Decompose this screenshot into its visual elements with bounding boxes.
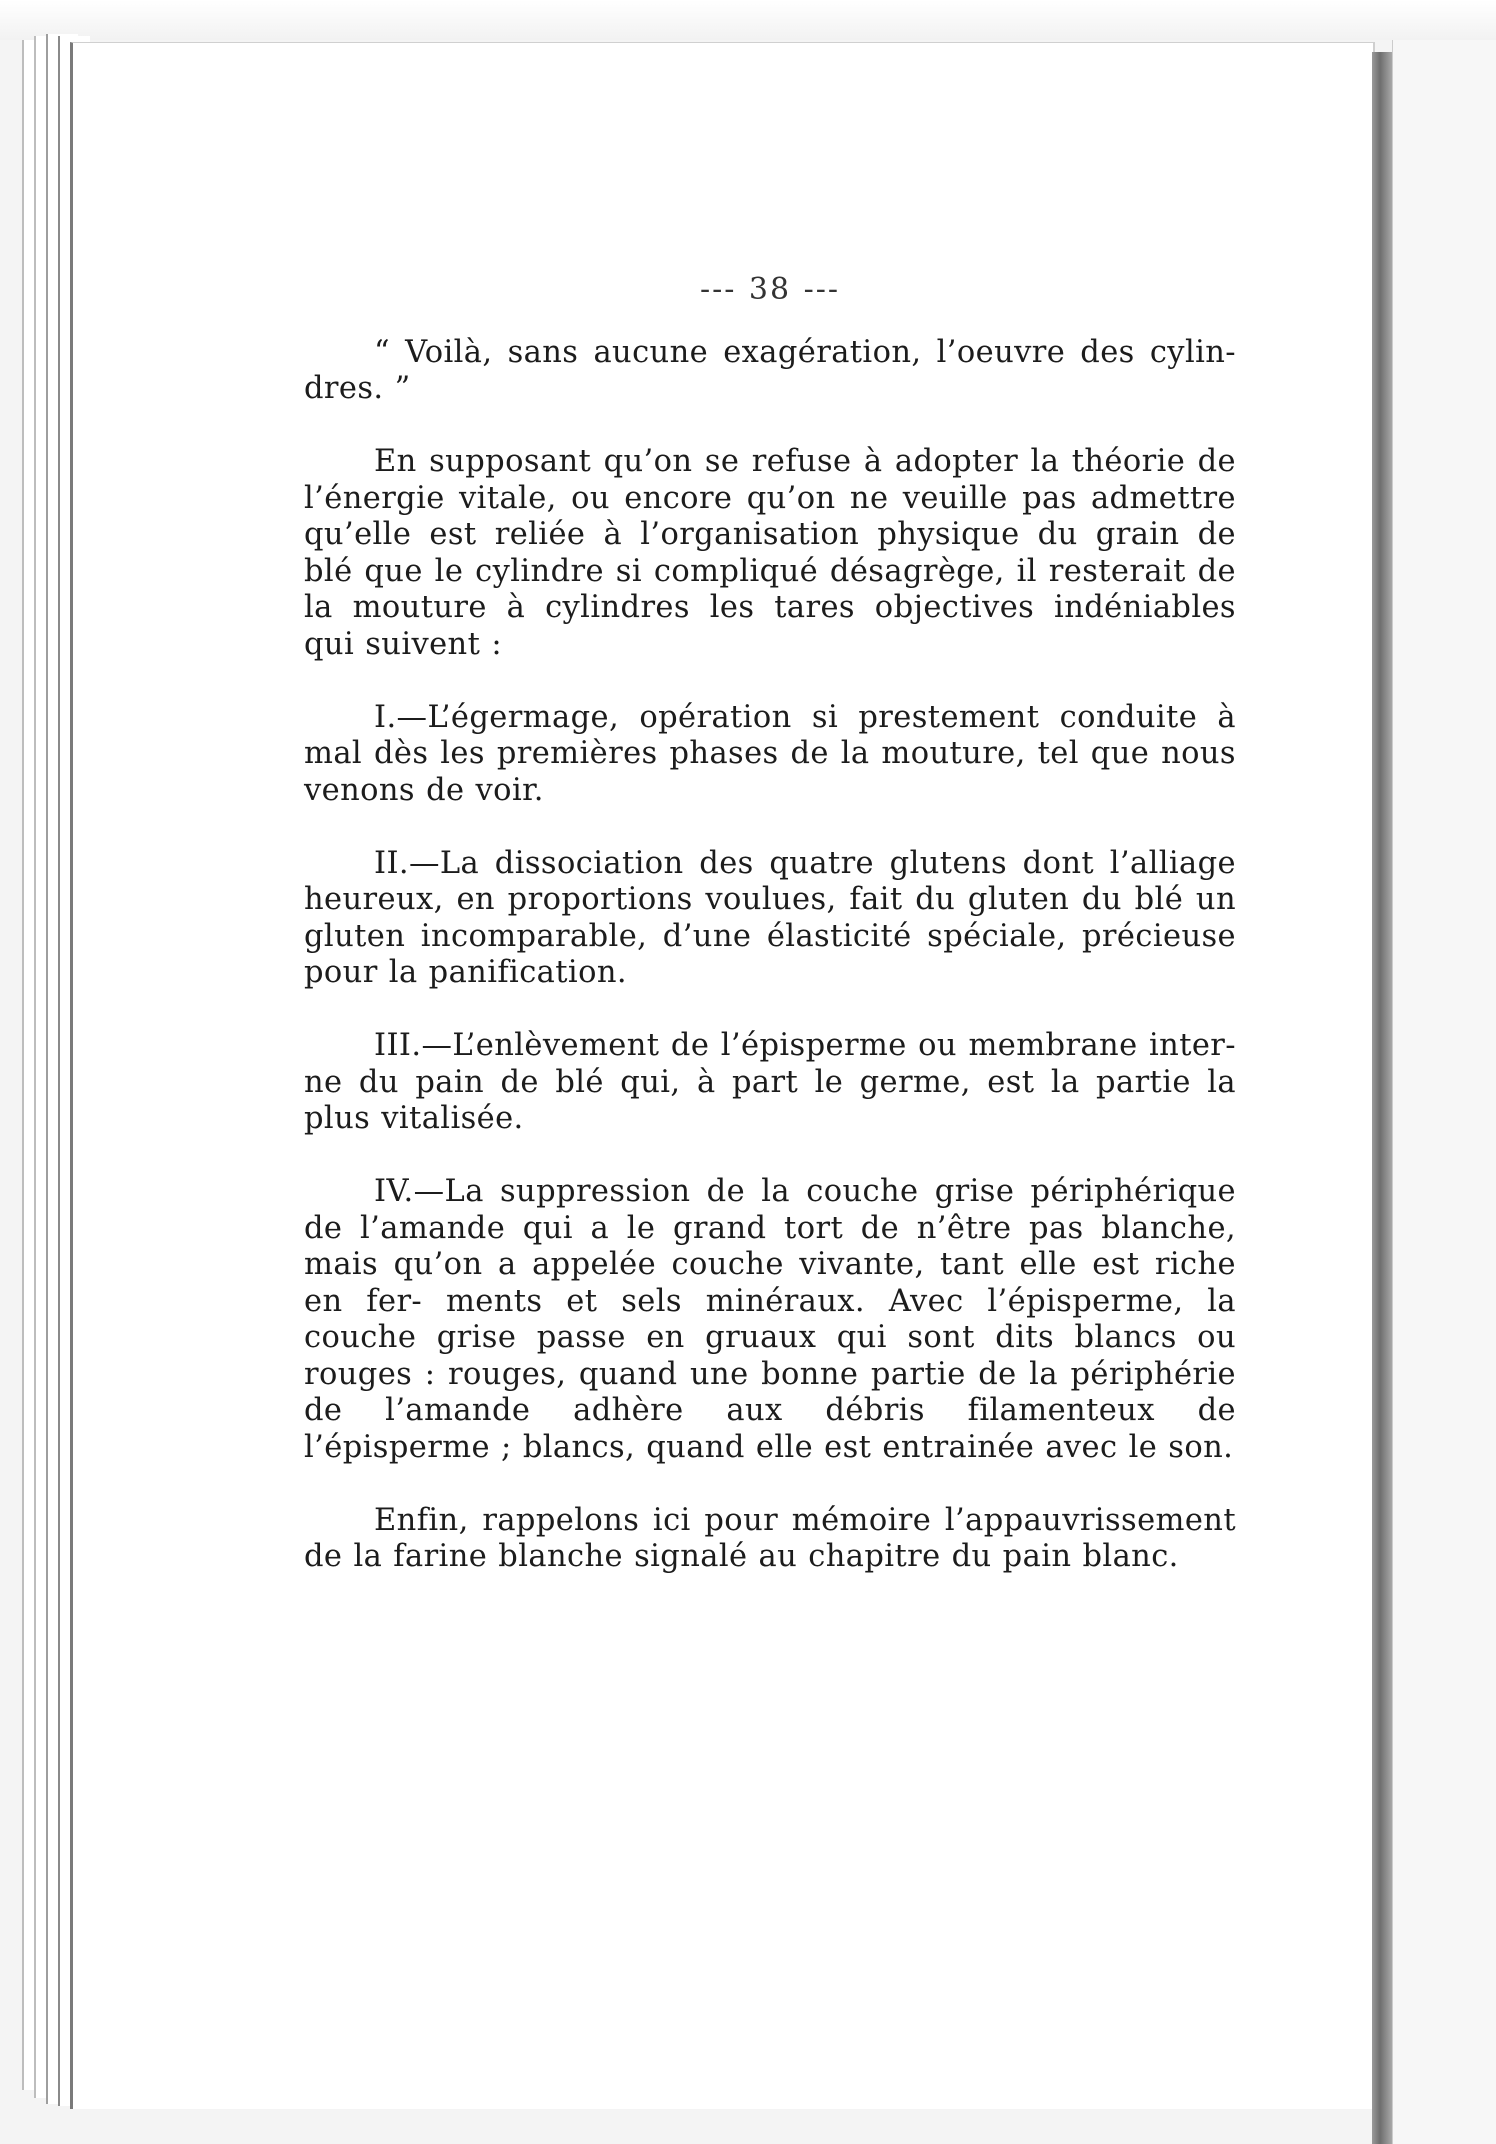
paragraph-intro: En supposant qu’on se refuse à adopter la théorie de l’énergie vitale, ou encore qu’on ne veuille pas admettre qu’elle est reliée à l’organisation physique du grain de blé que le cylindre si compliqué désagrège, il resterait de la mouture à cylindres les tares objectives indéniables qui suivent :	[304, 444, 1236, 662]
scan-top-margin	[0, 0, 1496, 40]
paragraph-item-1: I.—L’égermage, opération si prestement conduite à mal dès les premières phases de la mouture, tel que nous venons de voir.	[304, 699, 1236, 808]
paragraph-item-4: IV.—La suppression de la couche grise périphérique de l’amande qui a le grand tort de n’être pas blanche, mais qu’on a appelée couche vivante, tant elle est riche en fer- ments et sels minéraux. Avec l’épisperme, la couche grise passe en gruaux qui sont dits blancs ou rouges : rouges, quand une bonne partie de la périphérie de l’amande adhère aux débris filamenteux de l’épisperme ; blancs, quand elle est entrainée avec le son.	[304, 1174, 1236, 1465]
facing-page-edge	[1392, 40, 1496, 2144]
paragraph-quote: “ Voilà, sans aucune exagération, l’oeuvre des cylin- dres. ”	[304, 334, 1236, 406]
page-text-block	[304, 272, 1236, 1576]
paragraph-item-3: III.—L’enlèvement de l’épisperme ou membrane inter- ne du pain de blé qui, à part le germe, est la partie la plus vitalisée.	[304, 1028, 1236, 1136]
paragraph-conclusion: Enfin, rappelons ici pour mémoire l’appauvrissement de la farine blanche signalé au chapitre du pain blanc.	[304, 1502, 1236, 1574]
page-number: --- 38 ---	[699, 272, 841, 307]
book-gutter	[1372, 52, 1392, 2144]
paragraph-item-2: II.—La dissociation des quatre glutens dont l’alliage heureux, en proportions voulues, fait du gluten du blé un gluten incomparable, d’une élasticité spéciale, précieuse pour la panification.	[304, 845, 1236, 990]
